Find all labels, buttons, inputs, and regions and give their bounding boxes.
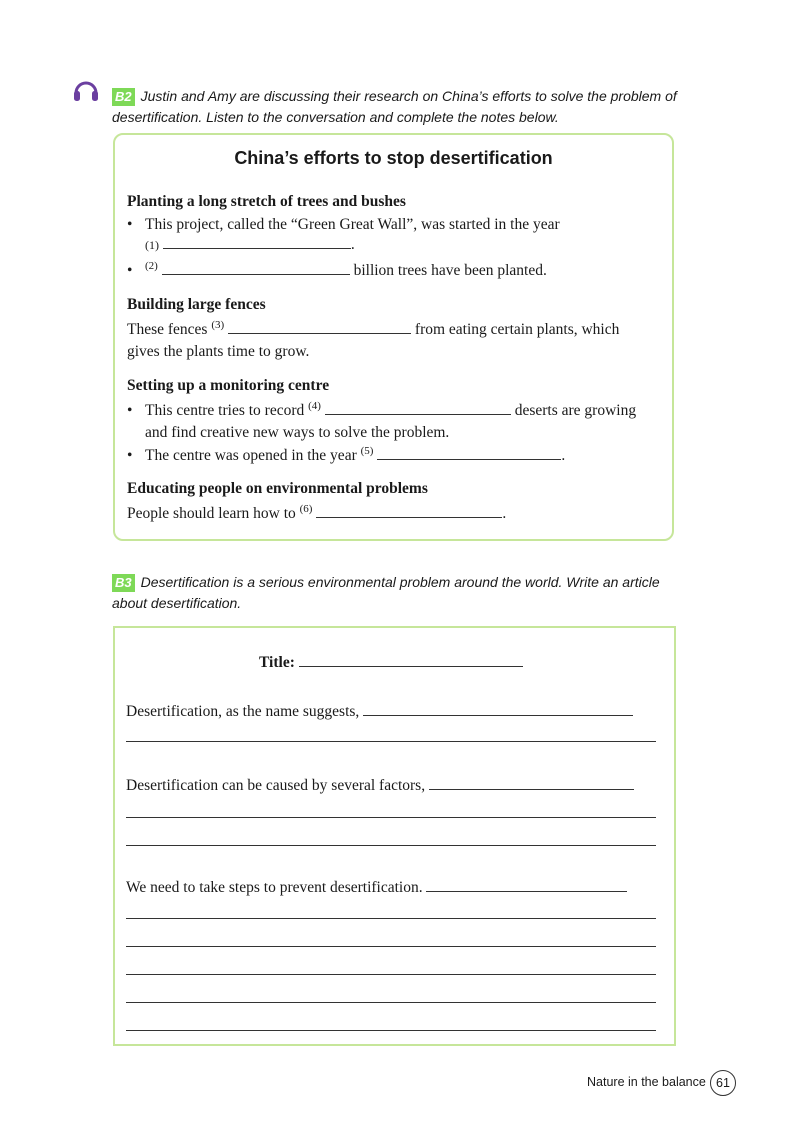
bullet-item-record: • This centre tries to record $^{(4)}$ deserts are growing: [127, 399, 637, 419]
page-number: 61: [710, 1070, 736, 1096]
b2-instruction: B2 Justin and Amy are discussing their research on China’s efforts to solve the problem of desertification. Listen to the conversation and complete the notes below.: [112, 88, 677, 125]
prompt-1: Desertification, as the name suggests,: [126, 700, 633, 723]
blank-1[interactable]: [163, 233, 351, 249]
prompt-2-line[interactable]: [429, 774, 634, 790]
headphones-icon: [72, 76, 100, 104]
bullet-item-billion-trees: • $^{(2)}$ billion trees have been planted.: [127, 259, 547, 279]
bullet-item-record-line2: and find creative new ways to solve the problem.: [145, 424, 450, 441]
prompt-3: We need to take steps to prevent desertification.: [126, 876, 627, 899]
b3-tag: B3: [112, 574, 135, 592]
b2-tag: B2: [112, 88, 135, 106]
fences-text: These fences $^{(3)}$ from eating certain plants, which: [127, 318, 620, 338]
b3-instruction: B3 Desertification is a serious environmental problem around the world. Write an article about desertification.: [112, 574, 660, 611]
section-heading-monitoring: Setting up a monitoring centre: [127, 377, 330, 394]
section-heading-fences: Building large fences: [127, 296, 266, 313]
prompt-1-line[interactable]: [363, 700, 633, 716]
notes-box-title: China’s efforts to stop desertification: [234, 148, 553, 168]
writing-line[interactable]: [126, 946, 656, 947]
blank-3[interactable]: [228, 318, 411, 334]
educating-text: People should learn how to $^{(6)}$ .: [127, 502, 507, 522]
article-title-row: [259, 651, 523, 674]
bullet-item-opened: • The centre was opened in the year $^{(5)}$ .: [127, 444, 566, 464]
writing-line[interactable]: [126, 974, 656, 975]
bullet-item-green-great-wall: • This project, called the “Green Great Wall”, was started in the year: [127, 216, 560, 233]
prompt-3-line[interactable]: [426, 876, 627, 892]
section-heading-trees: Planting a long stretch of trees and bushes: [127, 193, 406, 210]
title-label: Title:: [259, 654, 295, 671]
blank-6[interactable]: [316, 502, 502, 518]
writing-line[interactable]: [126, 845, 656, 846]
article-box: [113, 626, 676, 1046]
writing-line[interactable]: [126, 1002, 656, 1003]
blank-2[interactable]: [162, 259, 350, 275]
footer-unit-title: Nature in the balance: [587, 1075, 706, 1089]
fences-text-line2: gives the plants time to grow.: [127, 343, 310, 360]
writing-line[interactable]: [126, 741, 656, 742]
section-heading-educating: Educating people on environmental problems: [127, 480, 428, 497]
answer-line-1: (1) .: [145, 233, 355, 256]
writing-line[interactable]: [126, 1030, 656, 1031]
writing-line[interactable]: [126, 817, 656, 818]
title-input-line[interactable]: [299, 651, 523, 667]
blank-5[interactable]: [377, 444, 561, 460]
writing-line[interactable]: [126, 918, 656, 919]
prompt-2: Desertification can be caused by several factors,: [126, 774, 634, 797]
blank-4[interactable]: [325, 399, 511, 415]
